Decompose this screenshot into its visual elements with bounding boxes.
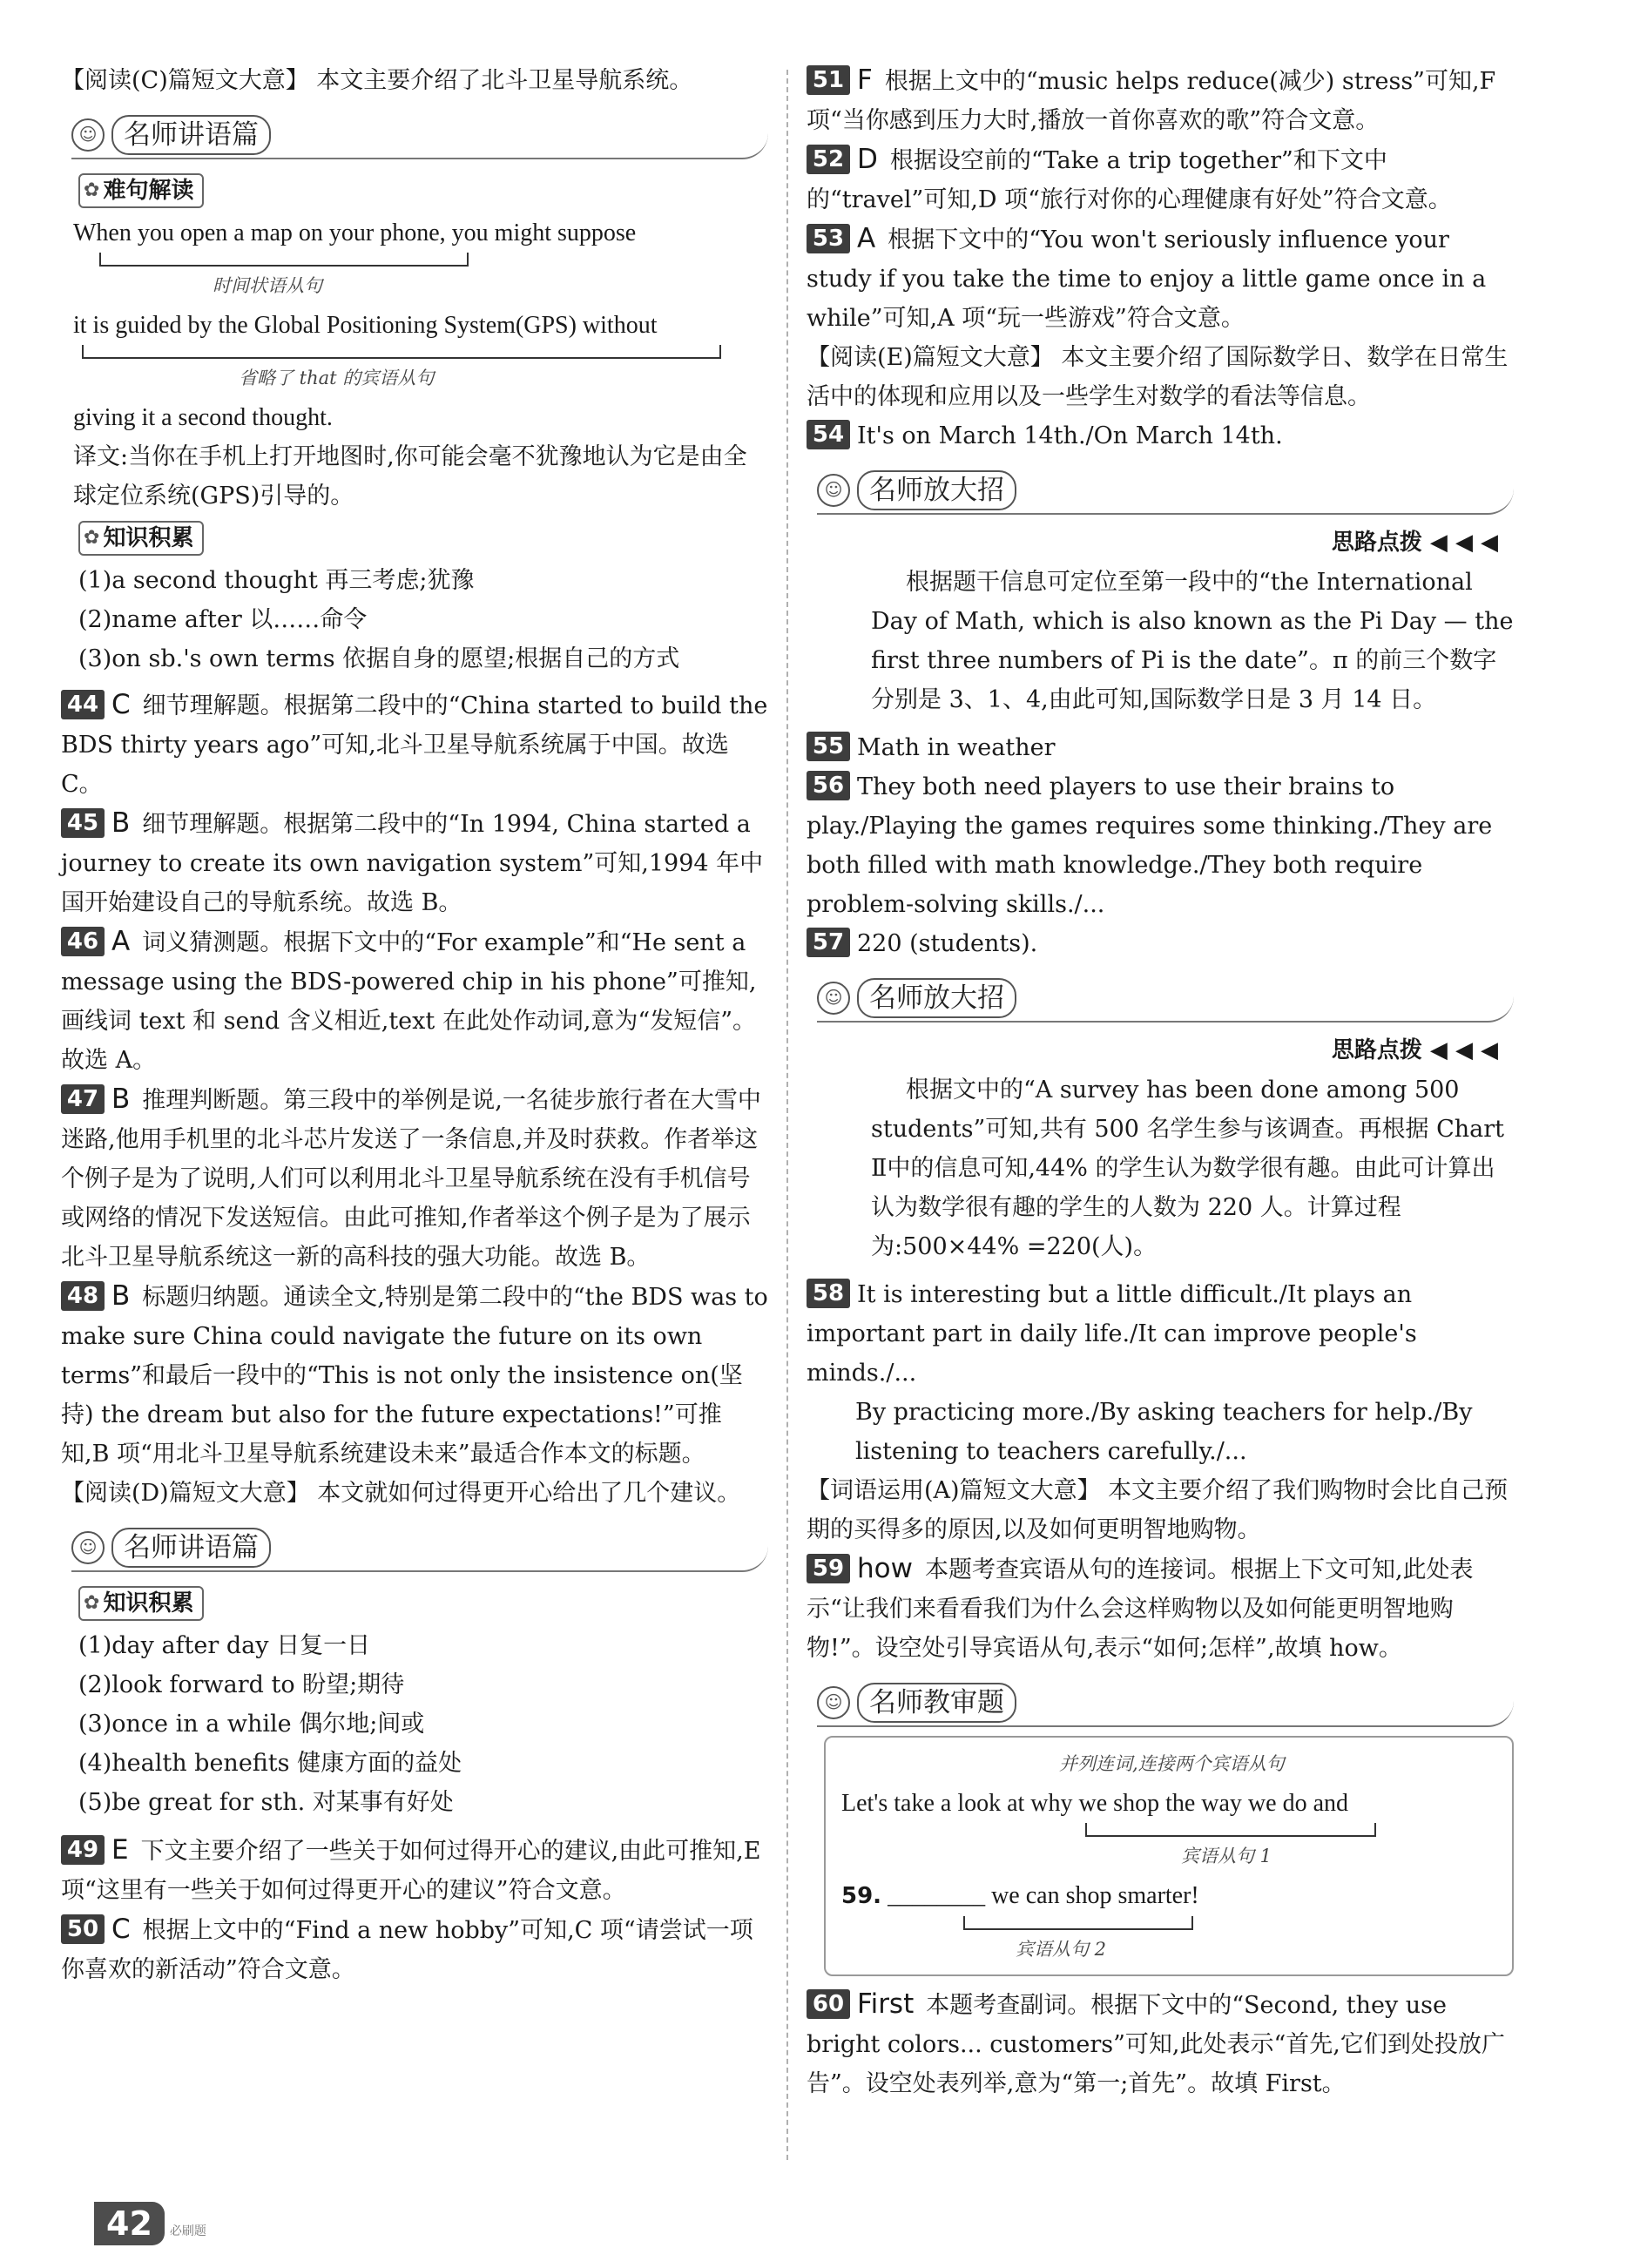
sentence-line-3: giving it a second thought. [73, 404, 333, 431]
teacher-icon: ☺ [817, 982, 850, 1015]
difficult-sentence [73, 213, 768, 516]
page-number: 42 [94, 2202, 165, 2245]
banner-label: 名师放大招 [857, 470, 1016, 510]
knowledge-item: (1)a second thought 再三考虑;犹豫 [78, 567, 475, 594]
box-note-3: 宾语从句 2 [1016, 1939, 1107, 1960]
difficult-sentence-tag: ✿ 难句解读 [78, 173, 204, 208]
question-58: 58 It is interesting but a little difficult./It plays an important part in daily life./It can improve people's minds./... [807, 1280, 1417, 1387]
banner-teacher-tips-1 [817, 468, 1514, 515]
banner-teacher-tips-2 [817, 975, 1514, 1023]
teacher-icon: ☺ [71, 1531, 105, 1564]
sentence-line-2: it is guided by the Global Positioning System(GPS) without [73, 312, 658, 339]
bracket-3 [1085, 1823, 1376, 1837]
banner-label: 名师讲语篇 [111, 1528, 271, 1568]
hint-text: 根据文中的“A survey has been done among 500 students”可知,共有 500 名学生参与该调查。再根据 Chart Ⅱ中的信息可知,44% 的学生认为数学很有趣。由此可计算出认为数学很有趣的学生的人数为 220 人。计算过程为:500×44% =220(人)。 [871, 1077, 1505, 1260]
knowledge-item: (3)once in a while 偶尔地;间或 [78, 1711, 425, 1738]
banner-label: 名师讲语篇 [111, 115, 271, 155]
knowledge-item: (2)look forward to 盼望;期待 [78, 1671, 405, 1698]
question-45: 45 B 细节理解题。根据第二段中的“In 1994, China started a journey to create its own navigation system”可知,1994 年中国开始建设自己的导航系统。故选 B。 [61, 807, 764, 916]
question-54: 54 It's on March 14th./On March 14th. [807, 416, 1514, 456]
knowledge-item: (3)on sb.'s own terms 依据自身的愿望;根据自己的方式 [78, 645, 680, 672]
question-58-part2: By practicing more./By asking teachers for help./By listening to teachers carefully./... [855, 1399, 1473, 1465]
box-note-2: 宾语从句 1 [1181, 1846, 1272, 1866]
hint-text: 根据题干信息可定位至第一段中的“the International Day of Math, which is also known as the Pi Day — the first three numbers of Pi is the date”。π 的前三个数字分别是 3、1、4,由此可知,国际数学日是 3 月 14 日。 [871, 569, 1514, 713]
bulb-icon: ✿ [84, 1592, 100, 1614]
question-57: 57 220 (students). [807, 924, 1514, 963]
box-sentence-1: Let's take a look at why we shop the way we do and [841, 1790, 1348, 1817]
teacher-icon: ☺ [817, 1686, 850, 1719]
question-49: 49 E 下文主要介绍了一些关于如何过得开心的建议,由此可推知,E 项“这里有一些关于如何过得更开心的建议”符合文意。 [61, 1834, 761, 1904]
knowledge-tag: ✿ 知识积累 [78, 1586, 204, 1621]
banner-label: 名师教审题 [857, 1683, 1016, 1723]
question-48: 48 B 标题归纳题。通读全文,特别是第二段中的“the BDS was to make sure China could navigate the future on its own terms”和最后一段中的“This is not only the insistence on(坚持) the dream but also for the future expectations!”可推知,B 项“用北斗卫星导航系统建设未来”最适合作本文的标题。 [61, 1280, 768, 1468]
question-47: 47 B 推理判断题。第三段中的举例是说,一名徒步旅行者在大雪中迷路,他用手机里的北斗芯片发送了一条信息,并及时获救。作者举这个例子是为了说明,人们可以利用北斗卫星导航系统在没有手机信号或网络的情况下发送短信。由此可推知,作者举这个例子是为了展示北斗卫星导航系统这一新的高科技的强大功能。故选 B。 [61, 1083, 761, 1271]
hint-heading: 思路点拨 ◀ ◀ ◀ [1331, 530, 1498, 556]
question-51: 51 F 根据上文中的“music helps reduce(减少) stress”可知,F 项“当你感到压力大时,播放一首你喜欢的歌”符合文意。 [807, 64, 1496, 134]
reading-d-summary: 【阅读(D)篇短文大意】 本文就如何过得更开心给出了几个建议。 [61, 1480, 741, 1507]
bracket-1 [99, 253, 469, 267]
question-55: 55 Math in weather [807, 728, 1514, 767]
banner-teacher-talk-2 [71, 1525, 768, 1572]
banner-teacher-talk-1 [71, 112, 768, 159]
translation: 译文:当你在手机上打开地图时,你可能会毫不犹豫地认为它是由全球定位系统(GPS)引导的。 [73, 443, 747, 510]
knowledge-item: (5)be great for sth. 对某事有好处 [78, 1789, 454, 1816]
box-sentence-2: 59. ________ we can shop smarter! [841, 1882, 1199, 1909]
vocab-a-summary: 【词语运用(A)篇短文大意】 本文主要介绍了我们购物时会比自己预期的买得多的原因,以及如何更明智地购物。 [807, 1477, 1509, 1543]
question-52: 52 D 根据设空前的“Take a trip together”和下文中的“travel”可知,D 项“旅行对你的心理健康有好处”符合文意。 [807, 144, 1452, 213]
question-59: 59 how 本题考查宾语从句的连接词。根据上下文可知,此处表示“让我们来看看我们为什么会这样购物以及如何能更明智地购物!”。设空处引导宾语从句,表示“如何;怎样”,故填 how。 [807, 1553, 1474, 1662]
question-53: 53 A 根据下文中的“You won't seriously influence your study if you take the time to enjoy a little game once in a while”可知,A 项“玩一些游戏”符合文意。 [807, 223, 1487, 332]
hint-heading: 思路点拨 ◀ ◀ ◀ [1331, 1037, 1498, 1063]
knowledge-list-2 [61, 1626, 768, 1822]
sentence-note-1: 时间状语从句 [213, 275, 322, 296]
knowledge-item: (4)health benefits 健康方面的益处 [78, 1750, 462, 1777]
knowledge-list [61, 561, 768, 678]
reading-c-summary: 【阅读(C)篇短文大意】 本文主要介绍了北斗卫星导航系统。 [61, 67, 693, 94]
sentence-line-1: When you open a map on your phone, you might suppose [73, 219, 637, 246]
knowledge-tag: ✿ 知识积累 [78, 521, 204, 556]
banner-teacher-review [817, 1680, 1514, 1727]
analysis-box [824, 1736, 1514, 1976]
column-divider [786, 70, 788, 2160]
question-56: 56 They both need players to use their brains to play./Playing the games requires some thinking./They are both filled with math knowledge./They both require problem-solving skills./... [807, 773, 1493, 918]
question-44: 44 C 细节理解题。根据第二段中的“China started to build the BDS thirty years ago”可知,北斗卫星导航系统属于中国。故选 C。 [61, 689, 768, 798]
question-60: 60 First 本题考查副词。根据下文中的“Second, they use bright colors... customers”可知,此处表示“首先,它们到处投放广告”。设空处表列举,意为“第一;首先”。故填 First。 [807, 1988, 1505, 2097]
teacher-icon: ☺ [817, 474, 850, 507]
reading-e-summary: 【阅读(E)篇短文大意】 本文主要介绍了国际数学日、数学在日常生活中的体现和应用以及一些学生对数学的看法等信息。 [807, 344, 1509, 410]
bracket-2 [82, 345, 721, 359]
knowledge-item: (1)day after day 日复一日 [78, 1632, 371, 1659]
banner-label: 名师放大招 [857, 978, 1016, 1018]
right-column [807, 61, 1514, 2103]
teacher-icon: ☺ [71, 118, 105, 152]
bulb-icon: ✿ [84, 179, 100, 201]
page-deco: 必刷题 [169, 2224, 206, 2238]
bracket-4 [963, 1916, 1193, 1930]
left-column [61, 61, 768, 1989]
sentence-note-2: 省略了 that 的宾语从句 [239, 368, 435, 388]
question-50: 50 C 根据上文中的“Find a new hobby”可知,C 项“请尝试一项你喜欢的新活动”符合文意。 [61, 1914, 753, 1983]
question-46: 46 A 词义猜测题。根据下文中的“For example”和“He sent a message using the BDS-powered chip in his phone”可推知,画线词 text 和 send 含义相近,text 在此处作动词,意为“发短信”。故选 A。 [61, 926, 757, 1074]
box-note-1: 并列连词,连接两个宾语从句 [1059, 1753, 1285, 1774]
page-footer [54, 2202, 280, 2251]
knowledge-item: (2)name after 以……命令 [78, 606, 368, 633]
bulb-icon: ✿ [84, 527, 100, 549]
